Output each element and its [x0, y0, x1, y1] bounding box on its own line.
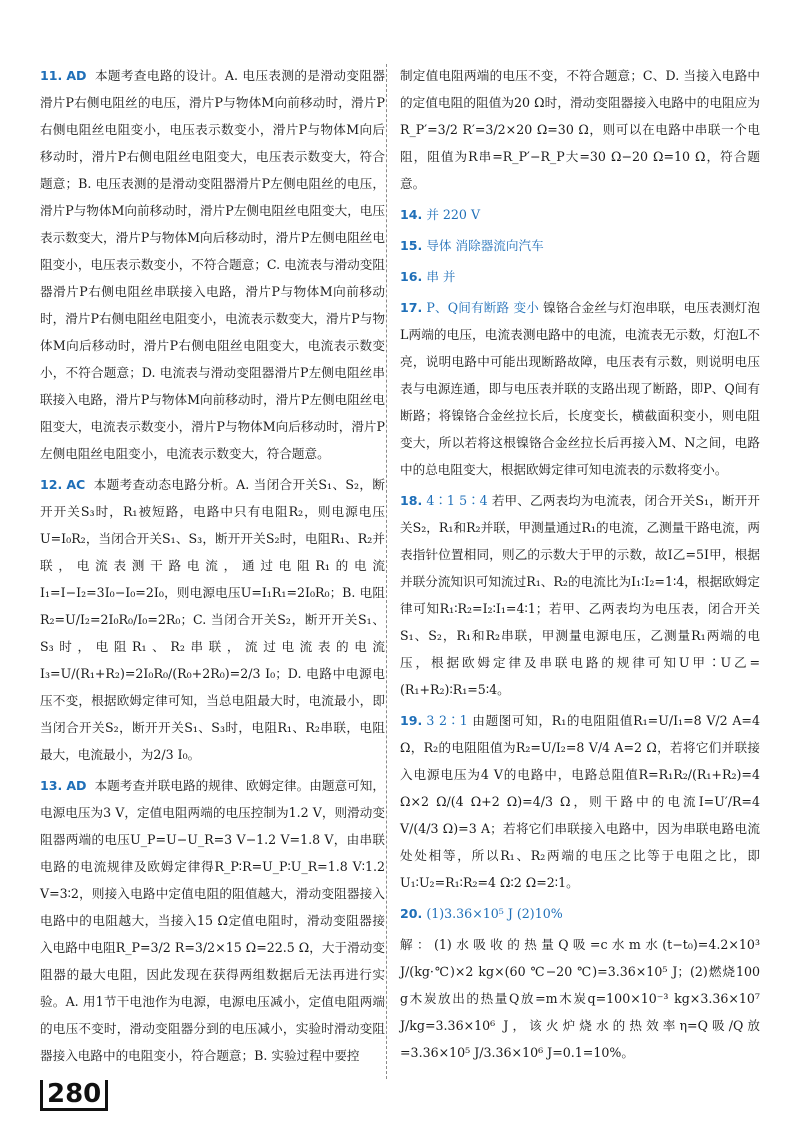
item-number: 16.: [400, 269, 423, 284]
answer-item-20: [400, 900, 760, 927]
item-answer: AD: [66, 68, 87, 83]
item-number: 17.: [400, 300, 423, 315]
answer-item-16: [400, 263, 760, 290]
item-answer: 4∶1 5∶4: [426, 493, 488, 508]
item-number: 12.: [40, 477, 63, 492]
item-answer: 串 并: [426, 269, 456, 284]
item-number: 13.: [40, 778, 63, 793]
item-explanation: 若甲、乙两表均为电流表，闭合开关S₁，断开开关S₂，R₁和R₂并联，甲测量通过R₁的电流，乙测量干路电流，两表指针位置相同，则乙的示数大于甲的示数，故I乙=5I甲，根据并联分流知识可知流过R₁、R₂的电流比为I₁∶I₂=1∶4，根据欧姆定律可知R₁∶R₂=I₂∶I₁=4∶1；若甲、乙两表均为电压表，闭合开关S₁、S₂，R₁和R₂串联，甲测量电源电压，乙测量R₁两端的电压，根据欧姆定律及串联电路的规律可知U甲∶U乙=(R₁+R₂)∶R₁=5∶4。: [400, 493, 760, 697]
item-explanation: 制定值电阻两端的电压不变，不符合题意；C、D. 当接入电路中的定值电阻的阻值为20 Ω时，滑动变阻器接入电路中的电阻应为R_P′=3/2 R′=3/2×20 Ω=30 Ω，则可以在电路中串联一个电阻，阻值为R串=R_P′−R_P大=30 Ω−20 Ω=10 Ω，符合题意。: [400, 68, 760, 191]
column-divider: [386, 64, 387, 1079]
answer-item-20-solution: [400, 931, 760, 1066]
item-number: 18.: [400, 493, 423, 508]
answer-item-13: [40, 772, 385, 1069]
item-answer: 导体 消除器流向汽车: [426, 238, 544, 253]
item-number: 19.: [400, 713, 423, 728]
item-number: 11.: [40, 68, 63, 83]
left-column: [40, 62, 385, 1073]
item-answer: 3 2∶1: [426, 713, 468, 728]
item-explanation: 本题考查电路的设计。A. 电压表测的是滑动变阻器滑片P右侧电阻丝的电压，滑片P与物体M向前移动时，滑片P右侧电阻丝电阻变小，电压表示数变小，滑片P与物体M向后移动时，滑片P右侧电阻丝电阻变大，电压表示数变大，符合题意；B. 电压表测的是滑动变阻器滑片P左侧电阻丝的电压，滑片P与物体M向前移动时，滑片P左侧电阻丝电阻变大，电压表示数变大，滑片P与物体M向后移动时，滑片P左侧电阻丝电阻变小，电压表示数变小，不符合题意；C. 电流表与滑动变阻器滑片P右侧电阻丝串联接入电路，滑片P与物体M向前移动时，滑片P右侧电阻丝电阻变小，电流表示数变大，滑片P与物体M向后移动时，滑片P右侧电阻丝电阻变大，电流表示数变小，不符合题意；D. 电流表与滑动变阻器滑片P左侧电阻丝串联接入电路，滑片P与物体M向前移动时，滑片P左侧电阻丝电阻变大，电流表示数变小，滑片P与物体M向后移动时，滑片P左侧电阻丝电阻变小，电流表示数变大，符合题意。: [40, 68, 385, 461]
item-explanation: 本题考查并联电路的规律、欧姆定律。由题意可知，电源电压为3 V，定值电阻两端的电压控制为1.2 V，则滑动变阻器两端的电压U_P=U−U_R=3 V−1.2 V=1.8 V，由串联电路的电流规律及欧姆定律得R_P∶R=U_P∶U_R=1.8 V∶1.2 V=3∶2，则接入电路中定值电阻的阻值越大，滑动变阻器接入电路中的电阻越大，当接入15 Ω定值电阻时，滑动变阻器接入电路中电阻R_P=3/2 R=3/2×15 Ω=22.5 Ω，大于滑动变阻器的最大电阻，因此发现在获得两组数据后无法再进行实验。A. 用1节干电池作为电源，电源电压减小，定值电阻两端的电压不变时，滑动变阻器分到的电压减小，实验时滑动变阻器接入电路中的电阻变小，符合题意；B. 实验过程中要控: [40, 778, 385, 1063]
answer-item-19: [400, 707, 760, 896]
item-answer: P、Q间有断路 变小: [426, 300, 539, 315]
item-explanation: 解：(1)水吸收的热量Q吸=c水m水(t−t₀)=4.2×10³ J/(kg·℃)×2 kg×(60 ℃−20 ℃)=3.36×10⁵ J；(2)燃烧100 g木炭放出的热量Q放=m木炭q=100×10⁻³ kg×3.36×10⁷ J/kg=3.36×10⁶ J，该火炉烧水的热效率η=Q吸/Q放=3.36×10⁵ J/3.36×10⁶ J=0.1=10%。: [400, 937, 760, 1060]
item-explanation: 镍铬合金丝与灯泡串联，电压表测灯泡L两端的电压，电流表测电路中的电流，电流表无示数，灯泡L不亮，说明电路中可能出现断路故障，电压表有示数，则说明电压表与电源连通，即与电压表并联的支路出现了断路，即P、Q间有断路；将镍铬合金丝拉长后，长度变长，横截面积变小，则电阻变大，所以若将这根镍铬合金丝拉长后再接入M、N之间，电路中的总电阻变大，根据欧姆定律可知电流表的示数将变小。: [400, 300, 760, 477]
answer-item-13-continued: [400, 62, 760, 197]
item-answer: (1)3.36×10⁵ J (2)10%: [426, 906, 563, 921]
answer-item-18: [400, 487, 760, 703]
item-number: 14.: [400, 207, 423, 222]
answer-item-14: [400, 201, 760, 228]
answer-item-12: [40, 471, 385, 768]
item-explanation: 本题考查动态电路分析。A. 当闭合开关S₁、S₂，断开开关S₃时，R₁被短路，电路中只有电阻R₂，则电源电压U=I₀R₂，当闭合开关S₁、S₃，断开开关S₂时，电阻R₁、R₂并联，电流表测干路电流，通过电阻R₁的电流I₁=I−I₂=3I₀−I₀=2I₀，则电源电压U=I₁R₁=2I₀R₀；B. 电阻R₂=U/I₂=2I₀R₀/I₀=2R₀；C. 当闭合开关S₂，断开开关S₁、S₃时，电阻R₁、R₂串联，流过电流表的电流I₃=U/(R₁+R₂)=2I₀R₀/(R₀+2R₀)=2/3 I₀；D. 电路中电源电压不变，根据欧姆定律可知，当总电阻最大时，电流最小，即当闭合开关S₂，断开开关S₁、S₃时，电阻R₁、R₂串联，电阻最大，电流最小，为2/3 I₀。: [40, 477, 385, 762]
answer-item-17: [400, 294, 760, 483]
item-answer: AD: [66, 778, 87, 793]
page-number: 280: [40, 1080, 108, 1111]
answer-item-15: [400, 232, 760, 259]
item-answer: AC: [66, 477, 86, 492]
item-answer: 并 220 V: [426, 207, 481, 222]
right-column: [400, 62, 760, 1070]
item-explanation: 由题图可知，R₁的电阻阻值R₁=U/I₁=8 V/2 A=4 Ω，R₂的电阻阻值为R₂=U/I₂=8 V/4 A=2 Ω，若将它们并联接入电源电压为4 V的电路中，电路总阻值R=R₁R₂/(R₁+R₂)=4 Ω×2 Ω/(4 Ω+2 Ω)=4/3 Ω，则干路中的电流I=U′/R=4 V/(4/3 Ω)=3 A；若将它们串联接入电路中，因为串联电路电流处处相等，所以R₁、R₂两端的电压之比等于电阻之比，即U₁∶U₂=R₁∶R₂=4 Ω∶2 Ω=2∶1。: [400, 713, 760, 890]
answer-item-11: [40, 62, 385, 467]
item-number: 15.: [400, 238, 423, 253]
item-number: 20.: [400, 906, 423, 921]
